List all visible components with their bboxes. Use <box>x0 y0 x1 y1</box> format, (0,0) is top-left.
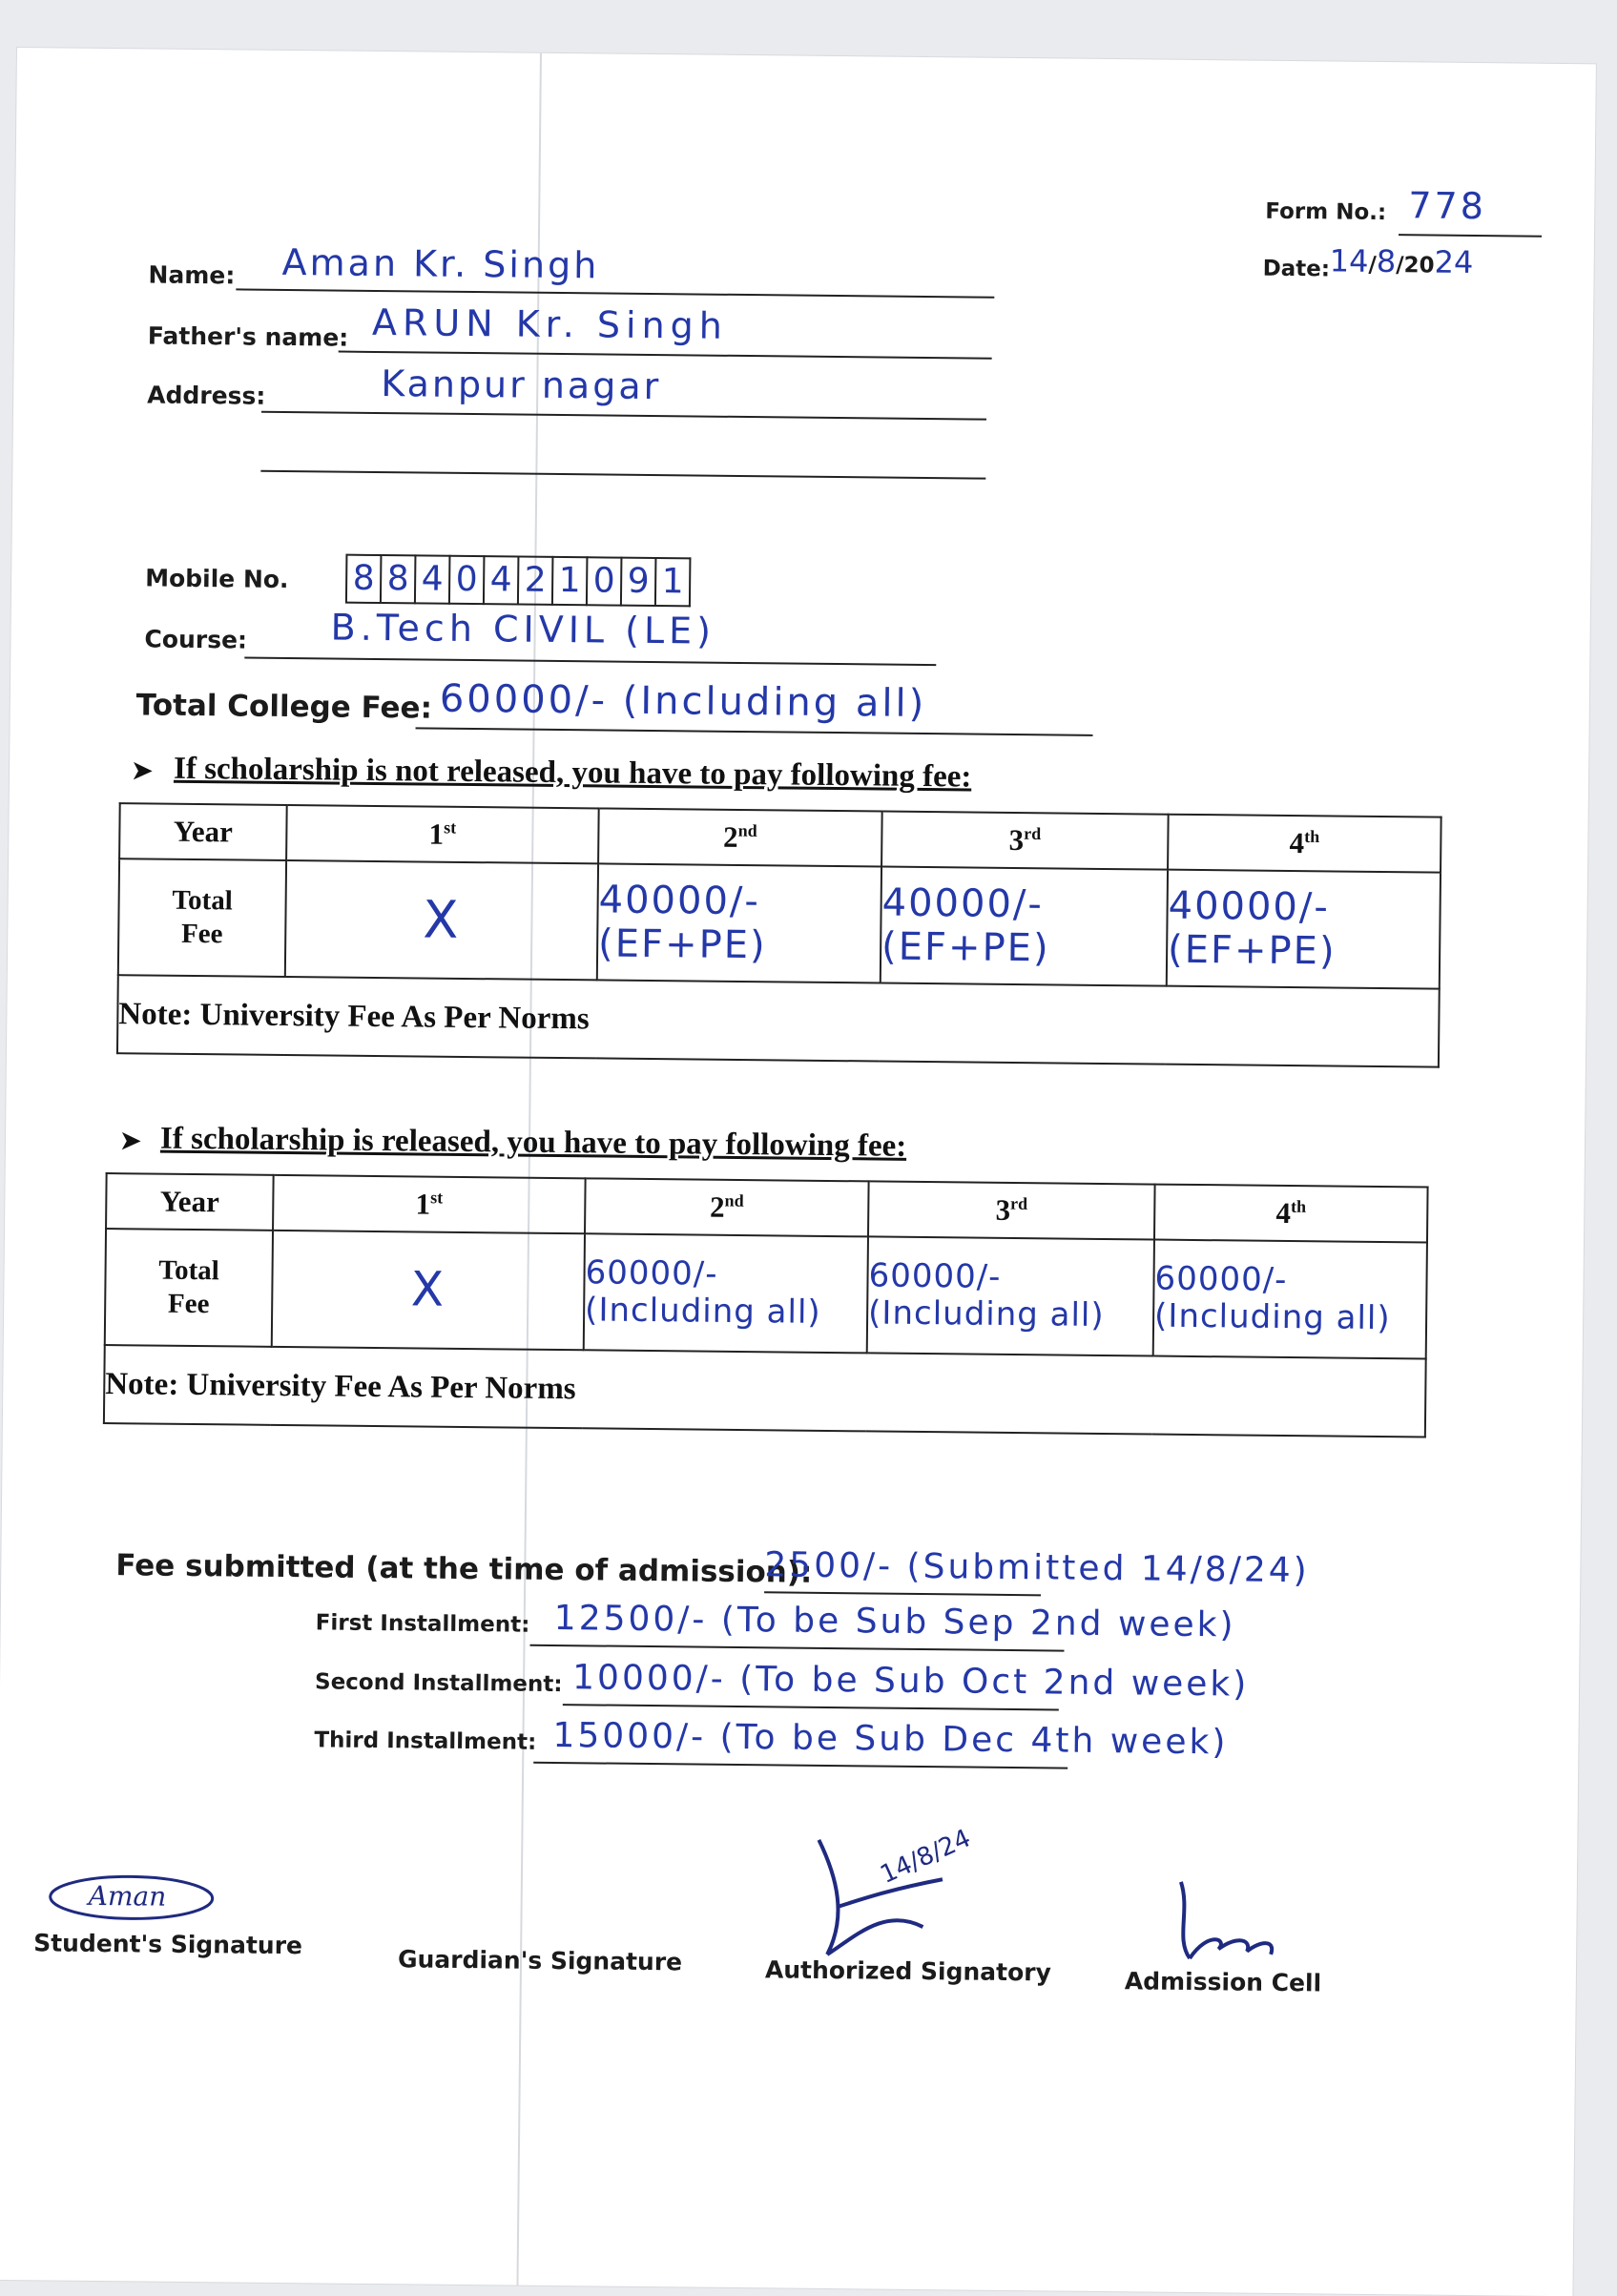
year-col-4: 4th <box>1168 815 1441 873</box>
third-installment-value: 15000/- (To be Sub Dec 4th week) <box>552 1715 1229 1763</box>
note-row <box>117 975 1440 1066</box>
mobile-digit: 2 <box>519 556 554 606</box>
note-row <box>104 1345 1426 1437</box>
form-no-label: Form No.: <box>1265 198 1387 226</box>
admission-cell-signature-mark <box>1161 1872 1296 1974</box>
form-no-value: 778 <box>1408 184 1487 228</box>
mobile-digit: 8 <box>382 554 417 604</box>
date-label: Date: <box>1262 256 1331 282</box>
name-label: Name: <box>148 260 236 290</box>
fee-cell-year-1: X <box>272 1231 585 1350</box>
date-sep-2: /20 <box>1396 253 1435 279</box>
father-value: ARUN Kr. Singh <box>371 300 729 347</box>
form-no-underline <box>1399 234 1542 238</box>
address-underline-2 <box>260 470 985 480</box>
name-underline <box>236 288 994 298</box>
date-field <box>1330 242 1474 280</box>
table-row <box>118 858 1441 988</box>
year-col-1: 1st <box>273 1175 586 1233</box>
not-released-heading: If scholarship is not released, you have to pay following fee: <box>173 751 972 795</box>
fee-submitted-value: 2500/- (Submitted 14/8/24) <box>764 1545 1310 1591</box>
first-installment-underline <box>529 1644 1064 1652</box>
second-installment-value: 10000/- (To be Sub Oct 2nd week) <box>571 1658 1250 1705</box>
name-value: Aman Kr. Singh <box>281 240 600 287</box>
mobile-digit: 1 <box>656 557 692 607</box>
fee-cell-year-2: 40000/- (EF+PE) <box>597 863 881 983</box>
total-fee-row-label: Total Fee <box>105 1229 273 1347</box>
date-year: 24 <box>1434 243 1474 280</box>
fee-table-not-released <box>116 802 1442 1068</box>
mobile-digit: 8 <box>345 554 383 604</box>
authorized-signatory-label: Authorized Signatory <box>764 1955 1052 1987</box>
university-fee-note: Note: University Fee As Per Norms <box>104 1345 1426 1437</box>
address-underline-1 <box>261 411 986 421</box>
fee-table-released <box>103 1172 1429 1438</box>
fee-cell-year-1: X <box>285 860 598 980</box>
mobile-digit: 0 <box>588 556 623 606</box>
total-fee-label: Total College Fee: <box>135 688 433 726</box>
student-signature-label: Student's Signature <box>33 1929 303 1960</box>
mobile-digit: 0 <box>450 555 486 605</box>
year-col-3: 3rd <box>868 1181 1155 1239</box>
date-sep-1: / <box>1368 252 1377 278</box>
fee-cell-year-4: 60000/- (Including all) <box>1153 1240 1427 1359</box>
total-fee-row-label: Total Fee <box>118 858 286 977</box>
address-label: Address: <box>147 381 266 410</box>
fee-submitted-label: Fee submitted (at the time of admission): <box>115 1548 813 1590</box>
fee-cell-year-3: 40000/- (EF+PE) <box>881 867 1168 986</box>
total-fee-underline <box>416 727 1093 735</box>
third-installment-label: Third Installment: <box>314 1727 537 1755</box>
year-col-1: 1st <box>286 805 599 863</box>
fee-cell-year-3: 60000/- (Including all) <box>867 1236 1154 1355</box>
total-fee-value: 60000/- (Including all) <box>439 676 927 727</box>
bullet-arrow-icon: ➤ <box>131 756 154 785</box>
mobile-digit-boxes <box>345 554 692 608</box>
year-col-3: 3rd <box>881 812 1169 870</box>
mobile-digit: 4 <box>485 555 520 605</box>
admission-cell-label: Admission Cell <box>1124 1967 1322 1997</box>
fee-cell-year-2: 60000/- (Including all) <box>584 1233 868 1353</box>
fee-submitted-underline <box>764 1591 1041 1596</box>
form-sheet <box>0 48 1596 2296</box>
mobile-digit: 4 <box>416 554 451 604</box>
first-installment-label: First Installment: <box>315 1610 530 1638</box>
authorized-signature-mark <box>779 1820 1029 1971</box>
university-fee-note: Note: University Fee As Per Norms <box>117 975 1440 1066</box>
table-row <box>105 1229 1427 1358</box>
address-value: Kanpur nagar <box>381 362 662 408</box>
third-installment-underline <box>533 1762 1068 1769</box>
mobile-digit: 9 <box>622 557 657 607</box>
fee-cell-year-4: 40000/- (EF+PE) <box>1167 870 1441 989</box>
father-underline <box>339 351 992 360</box>
year-header: Year <box>119 803 287 860</box>
second-installment-underline <box>563 1704 1059 1710</box>
svg-text:14/8/24: 14/8/24 <box>876 1824 976 1891</box>
student-signature-mark <box>35 1860 227 1934</box>
guardian-signature-label: Guardian's Signature <box>397 1945 683 1976</box>
bullet-arrow-icon: ➤ <box>119 1127 141 1155</box>
year-col-2: 2nd <box>585 1178 869 1236</box>
year-col-4: 4th <box>1154 1185 1428 1243</box>
released-heading: If scholarship is released, you have to pay following fee: <box>159 1121 907 1164</box>
mobile-digit: 1 <box>553 556 589 606</box>
year-col-2: 2nd <box>598 808 882 866</box>
course-label: Course: <box>144 625 248 654</box>
mobile-label: Mobile No. <box>145 564 289 594</box>
year-header: Year <box>106 1173 274 1231</box>
second-installment-label: Second Installment: <box>314 1669 563 1698</box>
date-month: 8 <box>1376 242 1397 280</box>
course-underline <box>244 657 936 667</box>
date-day: 14 <box>1329 242 1369 279</box>
first-installment-value: 12500/- (To be Sub Sep 2nd week) <box>553 1598 1236 1645</box>
course-value: B.Tech CIVIL (LE) <box>330 606 716 652</box>
father-label: Father's name: <box>147 321 349 352</box>
svg-text:Aman: Aman <box>88 1879 167 1913</box>
